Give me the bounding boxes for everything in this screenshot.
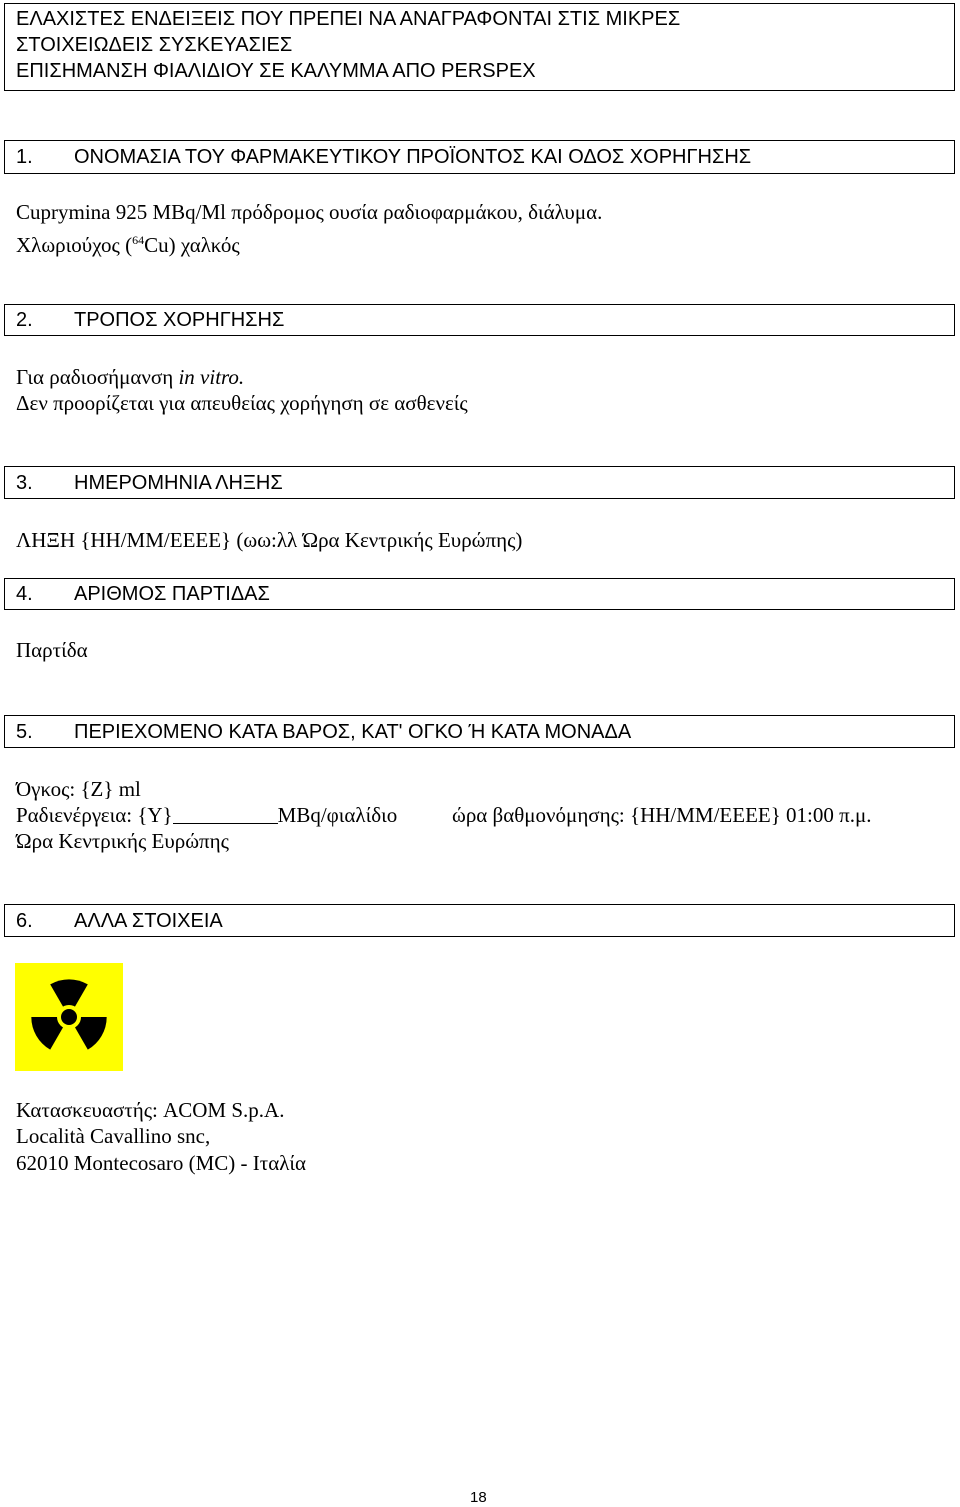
section-3-title: ΗΜΕΡΟΜΗΝΙΑ ΛΗΞΗΣ bbox=[74, 472, 283, 494]
section-4-number: 4. bbox=[16, 583, 33, 605]
section-1-heading bbox=[16, 144, 751, 170]
section-2-number: 2. bbox=[16, 309, 33, 331]
title-line-2: ΣΤΟΙΧΕΙΩΔΕΙΣ ΣΥΣΚΕΥΑΣΙΕΣ bbox=[16, 34, 293, 56]
section-6-number: 6. bbox=[16, 910, 33, 932]
section-4-heading bbox=[16, 581, 270, 607]
section-5-number: 5. bbox=[16, 721, 33, 743]
address-line-1: Località Cavallino snc, bbox=[16, 1124, 211, 1148]
product-name: Cuprymina 925 MBq/Ml πρόδρομος ουσία ραδιοφαρμάκου, διάλυμα. bbox=[16, 200, 603, 224]
manufacturer-text: Κατασκευαστής: ACOM S.p.A. bbox=[16, 1098, 285, 1122]
title-line-3: ΕΠΙΣΗΜΑΝΣΗ ΦΙΑΛΙΔΙΟΥ ΣΕ ΚΑΛΥΜΜΑ ΑΠΟ PERSPEX bbox=[16, 60, 536, 82]
trefoil-center bbox=[61, 1009, 77, 1025]
route-line-1: Για ραδιοσήμανση in vitro. bbox=[16, 365, 245, 389]
activity-text: Ραδιενέργεια: {Y} MBq/φιαλίδιο bbox=[16, 803, 398, 827]
section-2-title: ΤΡΟΠΟΣ ΧΟΡΗΓΗΣΗΣ bbox=[74, 309, 285, 331]
activity-blank-line bbox=[173, 805, 278, 824]
timezone-text: Ώρα Κεντρικής Ευρώπης bbox=[16, 829, 229, 853]
calibration-text: ώρα βαθμονόμησης: {ΗΗ/ΜΜ/ΕΕΕΕ} 01:00 π.μ. bbox=[452, 803, 872, 827]
isotope-mass-number: 64 bbox=[132, 233, 145, 247]
expiry-text: ΛΗΞΗ {ΗΗ/ΜΜ/ΕΕΕΕ} (ωω:λλ Ώρα Κεντρικής Ευρώπης) bbox=[16, 528, 523, 552]
volume-text: Όγκος: {Z} ml bbox=[16, 777, 141, 801]
route-line-2: Δεν προορίζεται για απευθείας χορήγηση σε ασθενείς bbox=[16, 391, 468, 415]
radiation-trefoil-icon bbox=[15, 963, 123, 1071]
section-1-number: 1. bbox=[16, 146, 33, 168]
section-3-heading bbox=[16, 470, 283, 496]
title-line-1: ΕΛΑΧΙΣΤΕΣ ΕΝΔΕΙΞΕΙΣ ΠΟΥ ΠΡΕΠΕΙ ΝΑ ΑΝΑΓΡΑΦΟΝΤΑΙ ΣΤΙΣ ΜΙΚΡΕΣ bbox=[16, 8, 681, 30]
page-number: 18 bbox=[470, 1489, 487, 1506]
section-6-title: ΑΛΛΑ ΣΤΟΙΧΕΙΑ bbox=[74, 910, 223, 932]
section-4-title: ΑΡΙΘΜΟΣ ΠΑΡΤΙΔΑΣ bbox=[74, 583, 270, 605]
section-2-heading bbox=[16, 307, 284, 333]
batch-text: Παρτίδα bbox=[16, 638, 88, 662]
address-line-2: 62010 Montecosaro (MC) - Ιταλία bbox=[16, 1151, 307, 1175]
active-substance: Χλωριούχος ($^{64}$Cu) χαλκός bbox=[16, 233, 240, 257]
section-6-heading bbox=[16, 908, 223, 934]
section-3-number: 3. bbox=[16, 472, 33, 494]
section-1-title: ΟΝΟΜΑΣΙΑ ΤΟΥ ΦΑΡΜΑΚΕΥΤΙΚΟΥ ΠΡΟΪΟΝΤΟΣ ΚΑΙ ΟΔΟΣ ΧΟΡΗΓΗΣΗΣ bbox=[74, 146, 752, 168]
section-5-heading bbox=[16, 719, 631, 745]
section-5-title: ΠΕΡΙΕΧΟΜΕΝΟ ΚΑΤΑ ΒΑΡΟΣ, ΚΑΤ' ΟΓΚΟ Ή ΚΑΤΑ ΜΟΝΑΔΑ bbox=[74, 721, 632, 743]
